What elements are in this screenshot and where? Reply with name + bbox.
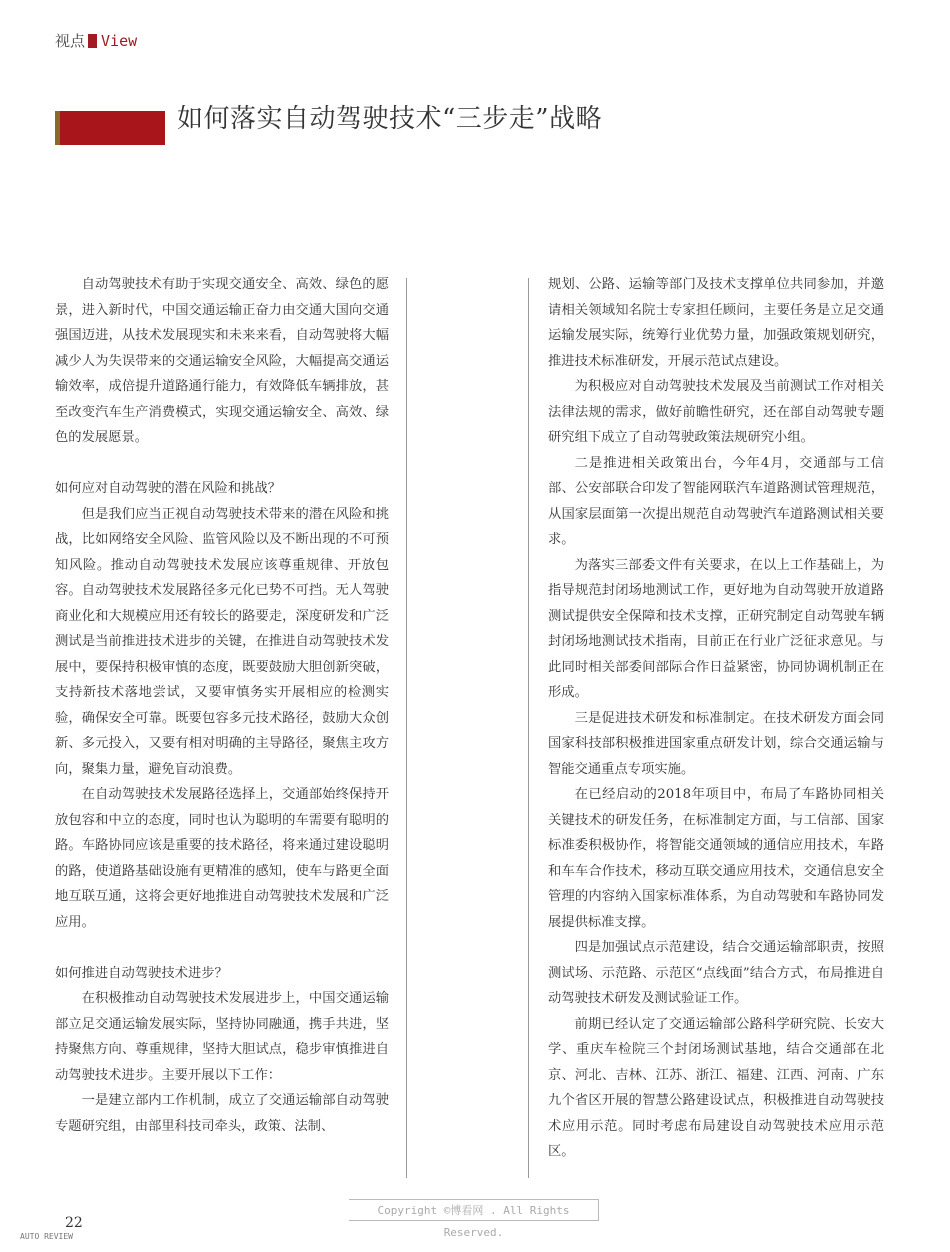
paragraph: 前期已经认定了交通运输部公路科学研究院、长安大学、重庆车检院三个封闭场测试基地，结合交通部在北京、河北、吉林、江苏、浙江、福建、江西、河南、广东九个省区开展的智慧公路建设试点，积极推进自动驾驶技术应用示范。同时考虑布局建设自动驾驶技术应用示范区。 <box>548 1016 884 1159</box>
paragraph: 四是加强试点示范建设，结合交通运输部职责，按照测试场、示范路、示范区“点线面”结合方式，布局推进自动驾驶技术研发及测试验证工作。 <box>548 940 884 1006</box>
title-accent-bar <box>55 111 165 145</box>
left-column <box>55 272 389 1139</box>
section-label-en: View <box>101 31 138 50</box>
copyright-watermark: Copyright ©博看网 . All Rights Reserved. <box>349 1199 599 1221</box>
section-marker-icon <box>88 34 97 48</box>
intro-paragraph: 自动驾驶技术有助于实现交通安全、高效、绿色的愿景，进入新时代，中国交通运输正奋力由交通大国向交通强国迈进，从技术发展现实和未来来看，自动驾驶将大幅减少人为失误带来的交通运输安全风险，大幅提高交通运输效率，成倍提升道路通行能力，有效降低车辆排放，甚至改变汽车生产消费模式，实现交通运输安全、高效、绿色的发展愿景。 <box>55 277 389 445</box>
column-divider-left <box>406 278 407 1178</box>
paragraph: 一是建立部内工作机制，成立了交通运输部自动驾驶专题研究组，由部里科技司牵头，政策、法制、 <box>55 1093 389 1134</box>
paragraph: 在已经启动的2018年项目中，布局了车路协同相关关键技术的研发任务，在标准制定方面，与工信部、国家标准委积极协作，将智能交通领域的通信应用技术，车路和车车合作技术，移动互联交通应用技术，交通信息安全管理的内容纳入国家标准体系，为自动驾驶和车路协同发展提供标准支撑。 <box>548 787 884 930</box>
column-divider-right <box>528 278 529 1178</box>
paragraph: 三是促进技术研发和标准制定。在技术研发方面会同国家科技部积极推进国家重点研发计划，综合交通运输与智能交通重点专项实施。 <box>548 710 884 777</box>
paragraph-continued: 规划、公路、运输等部门及技术支撑单位共同参加，并邀请相关领域知名院士专家担任顾问，主要任务是立足交通运输发展实际，统筹行业优势力量，加强政策规划研究，推进技术标准研发，开展示范试点建设。 <box>548 277 884 369</box>
paragraph: 在自动驾驶技术发展路径选择上，交通部始终保持开放包容和中立的态度，同时也认为聪明的车需要有聪明的路。车路协同应该是重要的技术路径，将来通过建设聪明的路，使道路基础设施有更精准的感知，使车与路更全面地互联互通，这将会更好地推进自动驾驶技术发展和广泛应用。 <box>55 787 389 930</box>
section-heading-progress: 如何推进自动驾驶技术进步？ <box>55 965 228 981</box>
section-label-cn: 视点 <box>55 32 86 50</box>
paragraph: 为落实三部委文件有关要求，在以上工作基础上，为指导规范封闭场地测试工作，更好地为自动驾驶开放道路测试提供安全保障和技术支撑，正研究制定自动驾驶车辆封闭场地测试技术指南，目前正在行业广泛征求意见。与此同时相关部委间部际合作日益紧密，协同协调机制正在形成。 <box>548 557 884 700</box>
paragraph: 但是我们应当正视自动驾驶技术带来的潜在风险和挑战，比如网络安全风险、监管风险以及不断出现的不可预知风险。推动自动驾驶技术发展应该尊重规律、开放包容。自动驾驶技术发展路径多元化已势不可挡。无人驾驶商业化和大规模应用还有较长的路要走，深度研发和广泛测试是当前推进技术进步的关键，在推进自动驾驶技术发展中，要保持积极审慎的态度，既要鼓励大胆创新突破，支持新技术落地尝试，又要审慎务实开展相应的检测实验，确保安全可靠。既要包容多元技术路径，鼓励大众创新、多元投入，又要有相对明确的主导路径，聚焦主攻方向，聚集力量，避免盲动浪费。 <box>55 506 389 777</box>
magazine-name: AUTO REVIEW <box>20 1232 73 1241</box>
page-number: 22 <box>65 1215 83 1231</box>
paragraph: 在积极推动自动驾驶技术发展进步上，中国交通运输部立足交通运输发展实际，坚持协同融通，携手共进，坚持聚焦方向、尊重规律，坚持大胆试点，稳步审慎推进自动驾驶技术进步。主要开展以下工作： <box>55 991 389 1083</box>
paragraph: 二是推进相关政策出台，今年4月，交通部与工信部、公安部联合印发了智能网联汽车道路测试管理规范，从国家层面第一次提出规范自动驾驶汽车道路测试相关要求。 <box>548 455 884 547</box>
section-heading-risks: 如何应对自动驾驶的潜在风险和挑战？ <box>55 481 282 496</box>
article-title: 如何落实自动驾驶技术“三步走”战略 <box>177 104 603 134</box>
section-label <box>55 30 137 51</box>
paragraph: 为积极应对自动驾驶技术发展及当前测试工作对相关法律法规的需求，做好前瞻性研究，还在部自动驾驶专题研究组下成立了自动驾驶政策法规研究小组。 <box>548 379 884 445</box>
right-column <box>548 272 884 1165</box>
